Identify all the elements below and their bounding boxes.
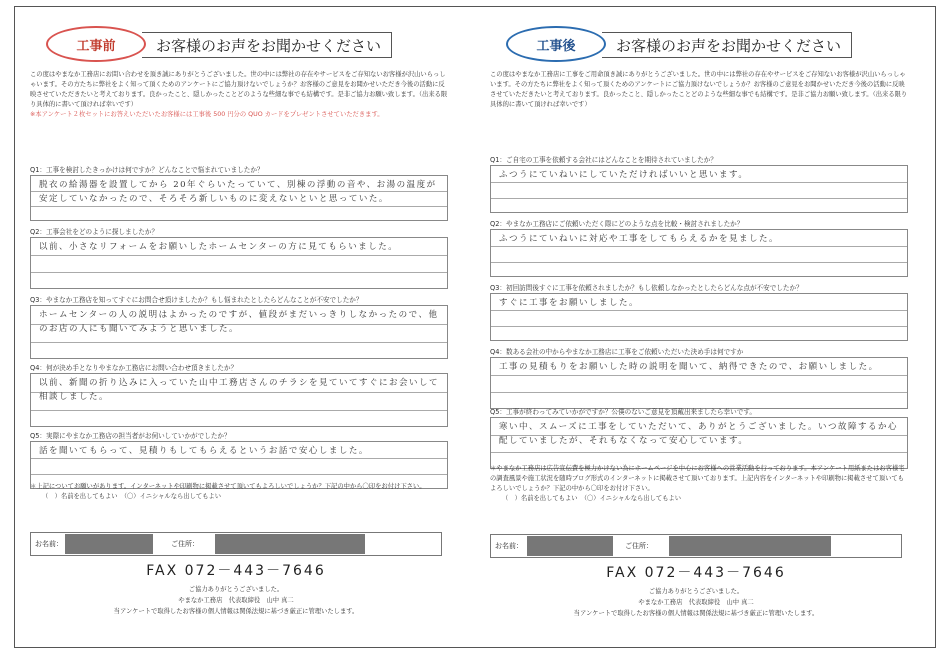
- intro-paragraph: この度はやまなか工務店に工事をご用命頂き誠にありがとうございました。世の中には弊社の存在やサービスをご存知ないお客様が沢山いらっしゃいます。その方たちに弊社をよく知って頂くためのアンケートにご協力頂けないでしょうか？お客様のご意見をお聞かせいただき今後の活動に反映させていただきたいと考えております。良かったこと、隠しかったことどのような些細な事でも結構です。是非ご協力お願い致します。（出来る限り具体的に書いて頂ければ幸いです）: [490, 71, 908, 108]
- privacy-note: 当アンケートで取得したお客様の個人情報は関係法規に基づき厳正に管理いたします。: [113, 608, 359, 615]
- customer-info-box: [490, 534, 902, 558]
- company-name: やまなか工務店 代表取締役 山中 真二: [638, 599, 754, 606]
- permission-note: [490, 464, 908, 504]
- intro-text: [30, 70, 448, 120]
- privacy-note: 当アンケートで取得したお客様の個人情報は関係法規に基づき厳正に管理いたします。: [573, 610, 819, 617]
- intro-text: [490, 70, 908, 110]
- before-badge: 工事前: [46, 26, 146, 62]
- fax-number: FAX 072－443－7646: [606, 565, 786, 581]
- permission-choices: （ ）名前を出してもよい （〇）イニシャルなら出してもよい: [502, 495, 682, 502]
- address-redaction: [669, 536, 831, 556]
- handwritten-answer: 寒い中、スムーズに工事をしていただいて、ありがとうございました。いつ故障するか心配していましたが、それもなくなって安心しています。: [499, 422, 898, 446]
- question-text: Q1：工事を検討したきっかけは何ですか？どんなことで悩まれていましたか？: [30, 166, 264, 174]
- question-text: Q2：工事会社をどのように探しましたか？: [30, 228, 159, 236]
- question-text: Q3：初回訪問後すぐに工事を依頼されましたか？もし依頼しなかったとしたらどんな点が不安でしたか？: [490, 284, 803, 292]
- question-2: [30, 226, 448, 289]
- name-redaction: [65, 534, 153, 554]
- question-2: [490, 218, 908, 277]
- permission-note: [30, 482, 448, 502]
- question-1: [490, 154, 908, 213]
- handwritten-answer: 以前、新聞の折り込みに入っていた山中工務店さんのチラシを見ていてすぐにお会いして相談しました。: [39, 378, 440, 402]
- question-1: [30, 164, 448, 221]
- handwritten-answer: 脱衣の給湯器を設置してから 20年ぐらいたっていて、別棟の浮動の音や、お湯の温度が安定していなかったので、そろそろ新しいものに変えないといと思っていた。: [39, 180, 437, 204]
- handwritten-answer: 工事の見積もりをお願いした時の説明を聞いて、納得できたので、お願いしました。: [499, 362, 879, 372]
- question-text: Q5：工事が終わってみていかがですか？公僕のないご意見を頂戴出来ましたら幸いです。: [490, 408, 756, 416]
- question-4: [490, 346, 908, 409]
- thanks-text: ご協力ありがとうございました。: [648, 588, 744, 595]
- survey-after-page: [490, 12, 908, 642]
- permission-text: ＊上記についてお願いがあります。インターネットや印刷物に掲載させて頂いてもよろしいでしょうか？下記の中から〇印をお付け下さい。: [30, 483, 426, 490]
- answer-box: [490, 229, 908, 277]
- address-label: ご住所：: [171, 540, 199, 548]
- survey-before-page: [30, 12, 448, 642]
- page-title: お客様のお声をお聞かせください: [142, 32, 392, 58]
- answer-box: [30, 237, 448, 289]
- footer: [30, 584, 442, 617]
- header: [490, 12, 908, 62]
- question-text: Q2：やまなか工務店にご依頼いただく際にどのような点を比較・検討されましたか？: [490, 220, 744, 228]
- name-redaction: [527, 536, 613, 556]
- handwritten-answer: 以前、小さなリフォームをお願いしたホームセンターの方に見てもらいました。: [39, 242, 399, 252]
- question-text: Q3：やまなか工務店を知ってすぐにお問合せ頂けましたか？もし悩まれたとしたらどんなことが不安でしたか？: [30, 296, 363, 304]
- after-badge: 工事後: [506, 26, 606, 62]
- customer-info-box: [30, 532, 442, 556]
- question-text: Q4：何が決め手となりやまなか工務店にお問い合わせ頂きましたか？: [30, 364, 238, 372]
- handwritten-answer: ホームセンターの人の説明はよかったのですが、値段がまだいっきりしなかったので、他のお店の人にも聞いてみようと思いました。: [39, 310, 439, 334]
- header: [30, 12, 448, 62]
- question-4: [30, 362, 448, 427]
- question-5: [490, 406, 908, 469]
- company-name: やまなか工務店 代表取締役 山中 真二: [178, 597, 294, 604]
- answer-box: [30, 305, 448, 359]
- question-5: [30, 430, 448, 489]
- handwritten-answer: ふつうにていねいに対応や工事をしてもらえるかを見ました。: [499, 234, 780, 244]
- handwritten-answer: ふつうにていねいにしていただければいいと思います。: [499, 170, 749, 180]
- answer-box: [30, 373, 448, 427]
- question-3: [490, 282, 908, 341]
- thanks-text: ご協力ありがとうございました。: [188, 586, 284, 593]
- footer: [490, 586, 902, 619]
- name-label: お名前：: [495, 542, 523, 550]
- answer-box: [490, 293, 908, 341]
- question-text: Q4：数ある会社の中からやまなか工務店に工事をご依頼いただいた決め手は何ですか: [490, 348, 744, 356]
- handwritten-answer: 話を聞いてもらって、見積りもしてもらえるというお話で安心しました。: [39, 446, 369, 456]
- answer-box: [490, 417, 908, 469]
- address-label: ご住所：: [625, 542, 653, 550]
- page-title: お客様のお声をお聞かせください: [602, 32, 852, 58]
- answer-box: [490, 357, 908, 409]
- name-label: お名前：: [35, 540, 63, 548]
- question-text: Q5：実際にやまなか工務店の担当者がお伺いしていかがでしたか？: [30, 432, 231, 440]
- answer-box: [30, 175, 448, 221]
- question-3: [30, 294, 448, 359]
- permission-choices: （ ）名前を出してもよい （〇）イニシャルなら出してもよい: [42, 493, 222, 500]
- intro-paragraph: この度はやまなか工務店にお問い合わせを頂き誠にありがとうございました。世の中には弊社の存在やサービスをご存知ないお客様が沢山いらっしゃいます。その方たちに弊社をよく知って頂くためのアンケートにご協力頂けないでしょうか？お客様のご意見をお聞かせいただき今後の活動に反映させていただきたいと考えております。良かったこと、隠しかったことどのような些細な事でも結構です。是非ご協力お願い致します。（出来る限り具体的に書いて頂ければ幸いです）: [30, 71, 448, 108]
- handwritten-answer: すぐに工事をお願いしました。: [499, 298, 640, 308]
- address-redaction: [215, 534, 365, 554]
- campaign-note: ※本アンケート２枚セットにお答えいただいたお客様には工事後 500 円分の QUO カードをプレゼントさせていただきます。: [30, 111, 384, 118]
- answer-box: [490, 165, 908, 213]
- permission-text: ＊やまなか工務店は広告宣伝費を極力かけない為にホームページを中心にお客様への営業活動を行っております。本アンケート用紙またはお客様宅の調査風景や施工状況を随時ブログ形式のインターネットに掲載させて頂いております。上記内容をインターネットや印刷物に掲載させて頂いてもよろしいでしょうか？下記の中から〇印をお付け下さい。: [490, 465, 905, 492]
- fax-number: FAX 072－443－7646: [146, 563, 326, 579]
- question-text: Q1：ご自宅の工事を依頼する会社にはどんなことを期待されていましたか？: [490, 156, 717, 164]
